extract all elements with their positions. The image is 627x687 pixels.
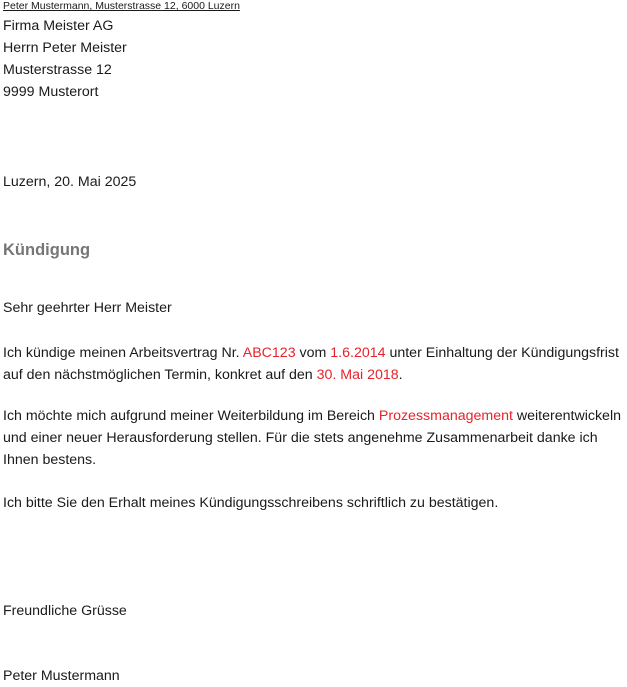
closing-greeting: Freundliche Grüsse [3,603,127,619]
date-line: Luzern, 20. Mai 2025 [3,174,137,190]
letter-subject: Kündigung [3,241,91,259]
signature-name: Peter Mustermann [3,668,120,684]
paragraph-text: vom [295,345,331,361]
contract-number: ABC123 [242,345,296,361]
termination-date: 30. Mai 2018 [316,367,399,383]
recipient-city: 9999 Musterort [3,84,99,100]
salutation: Sehr geehrter Herr Meister [3,300,172,316]
paragraph-text: Ich möchte mich aufgrund meiner Weiterbildung im Bereich [3,408,379,424]
recipient-address-block [3,15,127,103]
recipient-street: Musterstrasse 12 [3,62,112,78]
sender-address-line: Peter Mustermann, Musterstrasse 12, 6000 Luzern [3,0,240,12]
paragraph-text: unter Einhaltung der Kündigungsfrist auf den nächstmöglichen Termin, konkret auf den [3,345,619,383]
training-field: Prozessmanagement [378,408,513,424]
paragraph-reason [3,405,625,471]
recipient-company: Firma Meister AG [3,18,114,34]
paragraph-text: Ich kündige meinen Arbeitsvertrag Nr. [3,345,243,361]
paragraph-text: weiterentwickeln und einer neuer Herausforderung stellen. Für die stets angenehme Zusammenarbeit danke ich Ihnen bestens. [3,408,621,468]
paragraph-text: . [398,367,403,383]
letter-page [3,0,627,684]
contract-start-date: 1.6.2014 [330,345,386,361]
recipient-name: Herrn Peter Meister [3,40,127,56]
paragraph-termination [3,342,625,386]
paragraph-confirmation-request: Ich bitte Sie den Erhalt meines Kündigungsschreibens schriftlich zu bestätigen. [3,495,499,511]
